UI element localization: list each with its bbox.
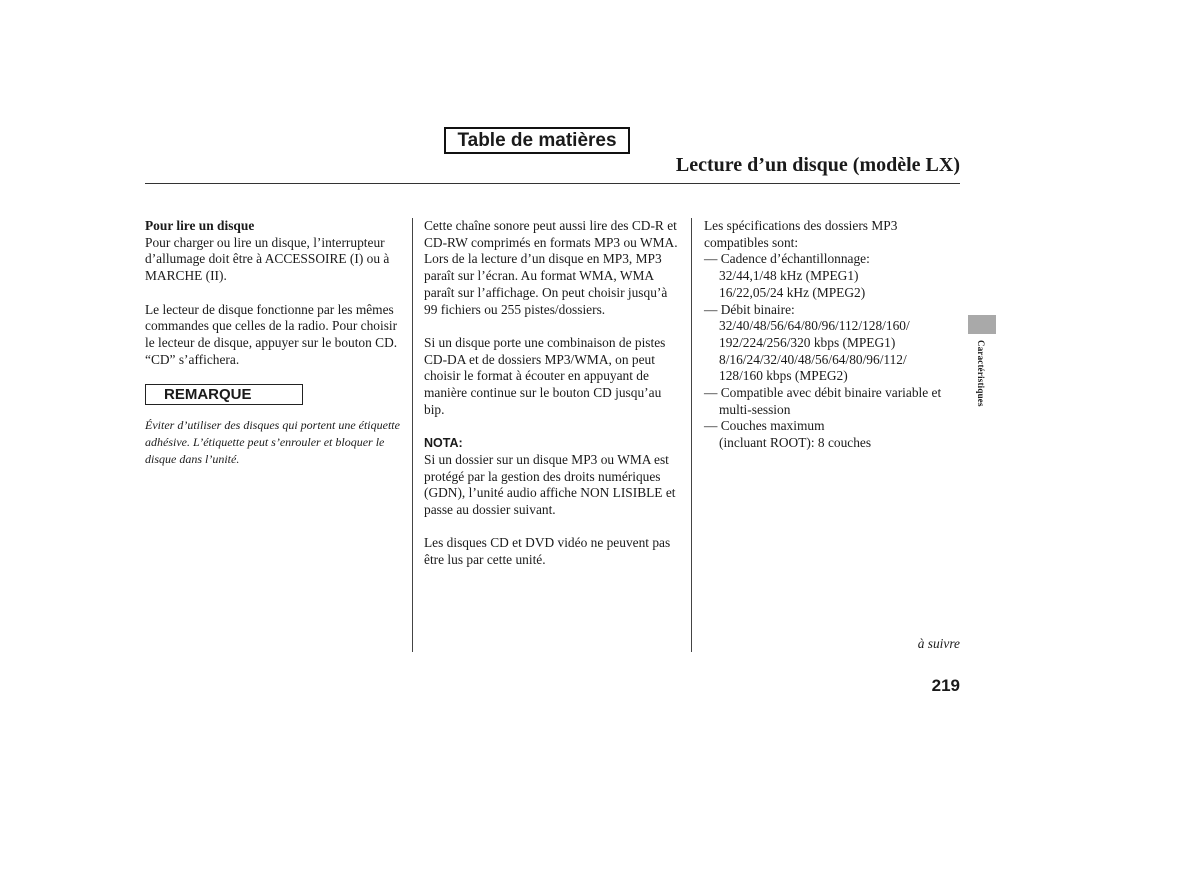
column-right	[704, 218, 954, 452]
spec-intro: Les spécifications des dossiers MP3 compatibles sont:	[704, 218, 898, 250]
spec-vbr: — Compatible avec débit binaire variable et multi-session	[704, 385, 942, 417]
spec-bitrate-value: 8/16/24/32/40/48/56/64/80/96/112/	[719, 351, 907, 367]
continued-note: à suivre	[917, 636, 960, 651]
spec-bitrate-value: 128/160 kbps (MPEG2)	[719, 368, 848, 384]
column-left	[145, 218, 403, 468]
paragraph-disc-player: Le lecteur de disque fonctionne par les mêmes commandes que celles de la radio. Pour choisir le lecteur de disque, appuyer sur le bouton CD. “CD” s’affichera.	[145, 301, 398, 367]
column-divider	[412, 218, 413, 652]
spec-sampling-value: 32/44,1/48 kHz (MPEG1)	[719, 268, 859, 284]
nota-text: Si un dossier sur un disque MP3 ou WMA est protégé par la gestion des droits numériques (GDN), l’unité audio affiche NON LISIBLE et passe au dossier suivant.	[424, 451, 676, 517]
paragraph-mp3-wma: Cette chaîne sonore peut aussi lire des CD-R et CD-RW comprimés en formats MP3 ou WMA. Lors de la lecture d’un disque en MP3, MP3 paraît sur l’écran. Au format WMA, WMA paraît sur l’affichage. On peut choisir jusqu’à 99 fichiers ou 255 pistes/dossiers.	[424, 218, 678, 317]
spec-sampling-value: 16/22,05/24 kHz (MPEG2)	[719, 284, 866, 300]
column-divider	[691, 218, 692, 652]
paragraph-unsupported: Les disques CD et DVD vidéo ne peuvent pas être lus par cette unité.	[424, 535, 671, 568]
spec-bitrate-label: — Débit binaire:	[704, 301, 795, 317]
nota-label: NOTA:	[424, 436, 463, 451]
table-of-contents-button[interactable]: Table de matières	[444, 127, 630, 154]
page-number: 219	[931, 676, 960, 695]
paragraph-ignition: Pour charger ou lire un disque, l’interrupteur d’allumage doit être à ACCESSOIRE (I) ou à MARCHE (II).	[145, 234, 390, 284]
page-title: Lecture d’un disque (modèle LX)	[675, 154, 960, 176]
section-tab-marker	[968, 315, 996, 334]
section-label: Caractéristiques	[976, 340, 986, 407]
section-heading: Pour lire un disque	[145, 218, 255, 233]
spec-bitrate-value: 32/40/48/56/64/80/96/112/128/160/	[719, 318, 910, 334]
column-middle	[424, 218, 684, 569]
paragraph-mixed-disc: Si un disque porte une combinaison de pistes CD-DA et de dossiers MP3/WMA, on peut choisir le format à écouter en appuyant de manière continue sur le bouton CD jusqu’au bip.	[424, 334, 666, 417]
spec-layers-label: — Couches maximum	[704, 418, 825, 434]
spec-layers-value: (incluant ROOT): 8 couches	[719, 435, 872, 451]
header-divider	[145, 183, 960, 184]
remarque-text: Éviter d’utiliser des disques qui portent une étiquette adhésive. L’étiquette peut s’enrouler et bloquer le disque dans l’unité.	[145, 418, 400, 467]
remarque-label: REMARQUE	[145, 384, 303, 405]
spec-bitrate-value: 192/224/256/320 kbps (MPEG1)	[719, 334, 896, 350]
spec-sampling-label: — Cadence d’échantillonnage:	[704, 251, 870, 267]
